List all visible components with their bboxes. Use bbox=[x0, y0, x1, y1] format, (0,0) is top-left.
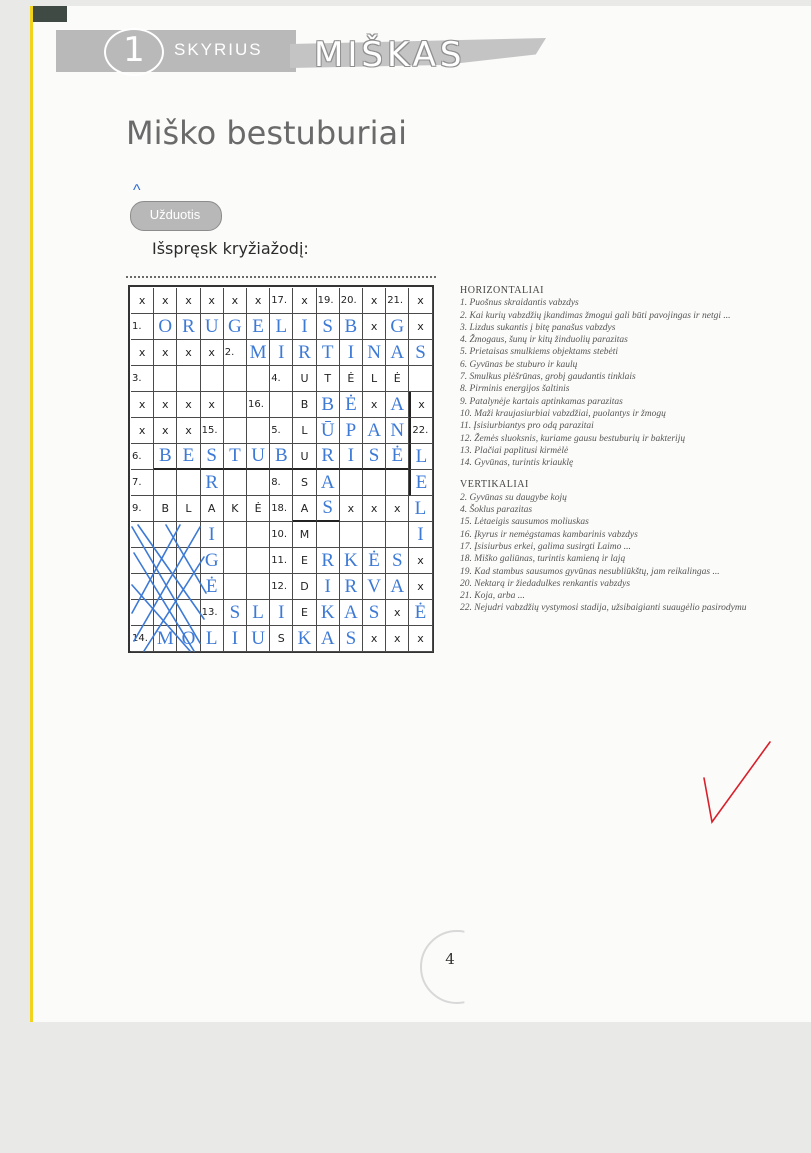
crossword-cell[interactable]: S bbox=[224, 600, 247, 626]
crossword-cell[interactable]: O bbox=[177, 626, 200, 652]
crossword-cell[interactable]: A bbox=[293, 496, 316, 522]
crossword-cell[interactable]: R bbox=[201, 470, 224, 496]
crossword-cell[interactable]: 12. bbox=[270, 574, 293, 600]
crossword-cell[interactable]: M bbox=[154, 626, 177, 652]
crossword-cell[interactable] bbox=[247, 470, 270, 496]
crossword-cell[interactable]: x bbox=[201, 340, 224, 366]
crossword-cell[interactable]: I bbox=[317, 574, 340, 600]
crossword-cell[interactable]: x bbox=[177, 392, 200, 418]
across-clue: 12. Žemės sluoksnis, kuriame gausu bestuburių ir bakterijų bbox=[460, 433, 686, 444]
teacher-check-mark bbox=[702, 740, 774, 826]
crossword-cell[interactable]: S bbox=[340, 626, 363, 652]
chapter-title: MIŠKAS bbox=[314, 35, 466, 75]
crossword-cell[interactable]: L bbox=[177, 496, 200, 522]
crossword-cell[interactable]: B bbox=[317, 392, 340, 418]
crossword-cell[interactable]: 10. bbox=[270, 522, 293, 548]
crossword-cell[interactable]: A bbox=[317, 626, 340, 652]
crossword-cell[interactable]: I bbox=[201, 522, 224, 548]
crossword-cell[interactable]: x bbox=[201, 392, 224, 418]
across-clue: 14. Gyvūnas, turintis kriauklę bbox=[460, 458, 574, 469]
crossword-cell[interactable]: G bbox=[224, 314, 247, 340]
down-clue: 18. Miško galiūnas, turintis kamieną ir lają bbox=[460, 554, 626, 565]
crossword-cell[interactable]: Ū bbox=[317, 418, 340, 444]
task-badge-label: Užduotis bbox=[149, 207, 201, 222]
crossword-cell[interactable]: B bbox=[340, 314, 363, 340]
crossword-cell[interactable] bbox=[247, 366, 270, 392]
crossword-cell[interactable]: 20. bbox=[340, 288, 363, 314]
crossword-cell[interactable]: P bbox=[340, 418, 363, 444]
crossword-cell[interactable]: L bbox=[247, 600, 270, 626]
crossword-cell[interactable]: x bbox=[363, 314, 386, 340]
dotted-divider bbox=[126, 276, 436, 280]
crossword-cell[interactable]: A bbox=[340, 600, 363, 626]
crossword-cell[interactable]: L bbox=[409, 444, 432, 470]
crossword-cell[interactable]: x bbox=[340, 496, 363, 522]
crossword-cell[interactable]: R bbox=[317, 548, 340, 574]
crossword-cell[interactable]: Ė bbox=[386, 444, 409, 470]
across-clue: 13. Plačiai paplitusi kirmėlė bbox=[460, 445, 569, 456]
crossword-cell[interactable]: 15. bbox=[201, 418, 224, 444]
crossword-cell[interactable]: L bbox=[409, 496, 432, 522]
crossword-cell[interactable] bbox=[409, 366, 432, 392]
crossword-cell[interactable]: x bbox=[177, 418, 200, 444]
crossword-cell[interactable]: x bbox=[363, 626, 386, 652]
crossword-cell[interactable] bbox=[224, 366, 247, 392]
across-clue: 2. Kai kurių vabzdžių įkandimas žmogui gali būti pavojingas ir netgi ... bbox=[460, 310, 731, 321]
crossword-cell[interactable] bbox=[224, 418, 247, 444]
crossword-cell[interactable]: x bbox=[409, 548, 432, 574]
handwritten-caret: ^ bbox=[133, 182, 141, 199]
crossword-cell[interactable] bbox=[177, 366, 200, 392]
crossword-cell[interactable]: S bbox=[363, 600, 386, 626]
down-clue: 22. Nejudri vabzdžių vystymosi stadija, užsibaigianti suaugėlio pasirodymu bbox=[460, 603, 747, 614]
crossword-cell[interactable]: 9. bbox=[131, 496, 154, 522]
crossword-cell[interactable]: G bbox=[201, 548, 224, 574]
crossword-cell[interactable]: x bbox=[247, 288, 270, 314]
crossword-cell[interactable]: T bbox=[317, 366, 340, 392]
crossword-cell[interactable]: D bbox=[293, 574, 316, 600]
crossword-cell[interactable]: x bbox=[154, 340, 177, 366]
crossword-cell[interactable]: x bbox=[293, 288, 316, 314]
crossword-cell[interactable]: x bbox=[409, 392, 432, 418]
crossword-cell[interactable]: I bbox=[224, 626, 247, 652]
crossword-cell[interactable]: G bbox=[386, 314, 409, 340]
down-clue: 17. Įsisiurbus erkei, galima susirgti Laimo ... bbox=[460, 541, 631, 552]
down-clue-list bbox=[460, 492, 760, 615]
crossword-cell[interactable]: Ė bbox=[201, 574, 224, 600]
crossword-cell[interactable]: I bbox=[409, 522, 432, 548]
down-clue: 4. Šoklus parazitas bbox=[460, 505, 533, 516]
crossword-cell[interactable] bbox=[340, 470, 363, 496]
crossword-cell[interactable] bbox=[201, 366, 224, 392]
down-clue: 19. Kad stambus sausumos gyvūnas nesubliūkštų, jam reikalingas ... bbox=[460, 566, 720, 577]
crossword-cell[interactable]: 16. bbox=[247, 392, 270, 418]
crossword-cell[interactable]: x bbox=[363, 496, 386, 522]
crossword-cell[interactable]: A bbox=[386, 340, 409, 366]
crossword-cell[interactable]: L bbox=[363, 366, 386, 392]
crossword-cell[interactable]: M bbox=[247, 340, 270, 366]
crossword-cell[interactable]: T bbox=[317, 340, 340, 366]
crossword-cell[interactable]: x bbox=[409, 626, 432, 652]
crossword-cell[interactable]: Ė bbox=[340, 392, 363, 418]
crossword-cell[interactable]: Ė bbox=[363, 548, 386, 574]
crossword-cell[interactable]: K bbox=[224, 496, 247, 522]
crossword-cell[interactable]: 7. bbox=[131, 470, 154, 496]
crossword-cell[interactable]: x bbox=[131, 392, 154, 418]
crossword-cell[interactable]: 17. bbox=[270, 288, 293, 314]
crossword-cell[interactable]: S bbox=[270, 626, 293, 652]
crossword-cell[interactable]: x bbox=[386, 496, 409, 522]
crossword-cell[interactable] bbox=[177, 470, 200, 496]
crossword-cell[interactable]: 14. bbox=[131, 626, 154, 652]
crossword-cell[interactable] bbox=[247, 418, 270, 444]
crossword-cell[interactable]: S bbox=[363, 444, 386, 470]
crossword-cell[interactable]: 8. bbox=[270, 470, 293, 496]
crossword-cell[interactable]: E bbox=[293, 600, 316, 626]
crossword-cell[interactable]: M bbox=[293, 522, 316, 548]
crossword-cell[interactable]: A bbox=[201, 496, 224, 522]
across-clue: 10. Maži kraujasiurbiai vabzdžiai, puolantys ir žmogų bbox=[460, 408, 666, 419]
across-clue: 11. Įsisiurbiantys pro odą parazitai bbox=[460, 421, 594, 432]
across-clue: 4. Žmogaus, šunų ir kitų žinduolių parazitas bbox=[460, 335, 628, 346]
crossword-cell[interactable] bbox=[247, 548, 270, 574]
crossword-cell[interactable]: S bbox=[317, 496, 340, 522]
crossword-cell[interactable]: x bbox=[131, 340, 154, 366]
crossword-cell[interactable]: A bbox=[386, 574, 409, 600]
crossword-cell[interactable]: L bbox=[293, 418, 316, 444]
crossword-cell[interactable]: x bbox=[131, 288, 154, 314]
crossword-cell[interactable]: x bbox=[177, 288, 200, 314]
crossword-cell[interactable]: E bbox=[177, 444, 200, 470]
across-clue: 5. Prietaisas smulkiems objektams stebėti bbox=[460, 347, 619, 358]
across-clue: 1. Puošnus skraidantis vabzdys bbox=[460, 298, 579, 309]
crossword-cell[interactable]: S bbox=[386, 548, 409, 574]
crossword-cell[interactable]: R bbox=[340, 574, 363, 600]
clues-panel bbox=[460, 285, 760, 615]
crossword-cell[interactable]: 3. bbox=[131, 366, 154, 392]
crossword-cell[interactable] bbox=[247, 574, 270, 600]
crossword-cell[interactable]: K bbox=[317, 600, 340, 626]
down-clue: 20. Nektarą ir žiedadulkes renkantis vabzdys bbox=[460, 578, 631, 589]
crossword-cell[interactable] bbox=[224, 522, 247, 548]
crossword-cell[interactable]: I bbox=[340, 340, 363, 366]
across-clue: 6. Gyvūnas be stuburo ir kaulų bbox=[460, 359, 578, 370]
crossword-cell[interactable]: R bbox=[177, 314, 200, 340]
crossword-cell[interactable]: 5. bbox=[270, 418, 293, 444]
crossword-cell[interactable]: K bbox=[293, 626, 316, 652]
across-clue: 7. Smulkus plėšrūnas, grobį gaudantis tinklais bbox=[460, 372, 636, 383]
crossword-cell[interactable] bbox=[154, 366, 177, 392]
crossword-cell[interactable]: I bbox=[270, 600, 293, 626]
crossword-cell[interactable]: 18. bbox=[270, 496, 293, 522]
crossword-cell[interactable]: 19. bbox=[317, 288, 340, 314]
crossword-cell[interactable] bbox=[247, 522, 270, 548]
crossword-cell[interactable]: U bbox=[247, 444, 270, 470]
crossword-cell[interactable]: x bbox=[386, 600, 409, 626]
across-clue: 3. Lizdus sukantis į bitę panašus vabzdys bbox=[460, 322, 616, 333]
crossword-cell[interactable] bbox=[224, 548, 247, 574]
crossword-cell[interactable]: I bbox=[340, 444, 363, 470]
crossword-cell[interactable]: 6. bbox=[131, 444, 154, 470]
crossword-cell[interactable]: Ė bbox=[386, 366, 409, 392]
crossword-cell[interactable]: E bbox=[409, 470, 432, 496]
crossword-cell[interactable]: x bbox=[154, 288, 177, 314]
crossword-cell[interactable]: U bbox=[247, 626, 270, 652]
crossword-cell[interactable]: Ė bbox=[247, 496, 270, 522]
chapter-label: SKYRIUS bbox=[174, 40, 263, 59]
crossword-cell[interactable]: B bbox=[154, 444, 177, 470]
crossword-cell[interactable]: x bbox=[409, 314, 432, 340]
crossword-cell[interactable] bbox=[363, 470, 386, 496]
crossword-cell[interactable]: U bbox=[201, 314, 224, 340]
crossword-cell[interactable]: x bbox=[154, 392, 177, 418]
crossword-cell[interactable]: S bbox=[201, 444, 224, 470]
down-clue: 16. Įkyrus ir nemėgstamas kambarinis vabzdys bbox=[460, 529, 638, 540]
down-clue: 21. Koja, arba ... bbox=[460, 591, 525, 602]
crossword-cell[interactable]: U bbox=[293, 444, 316, 470]
crossword-cell[interactable]: I bbox=[293, 314, 316, 340]
crossword-cell[interactable] bbox=[154, 470, 177, 496]
crossword-cell[interactable]: x bbox=[131, 418, 154, 444]
crossword-cell[interactable]: S bbox=[293, 470, 316, 496]
crossword-cell[interactable]: x bbox=[363, 392, 386, 418]
crossword-cell[interactable]: S bbox=[409, 340, 432, 366]
across-clue: 9. Patalynėje kartais aptinkamas parazitas bbox=[460, 396, 623, 407]
crossword-cell[interactable]: x bbox=[224, 288, 247, 314]
crossword-cell[interactable]: E bbox=[293, 548, 316, 574]
crossword-cell[interactable]: x bbox=[409, 288, 432, 314]
crossword-cell[interactable]: L bbox=[270, 314, 293, 340]
crossword-cell[interactable]: A bbox=[363, 418, 386, 444]
crossword-cell[interactable] bbox=[386, 522, 409, 548]
crossword-cell[interactable]: E bbox=[247, 314, 270, 340]
crossword-cell[interactable]: R bbox=[317, 444, 340, 470]
crossword-cell[interactable]: 21. bbox=[386, 288, 409, 314]
page-corner-mark bbox=[33, 6, 67, 22]
crossword-cell[interactable]: N bbox=[386, 418, 409, 444]
crossword-cell[interactable] bbox=[224, 574, 247, 600]
crossword-cell[interactable]: 1. bbox=[131, 314, 154, 340]
crossword-cell[interactable]: K bbox=[340, 548, 363, 574]
crossword-cell[interactable]: x bbox=[409, 574, 432, 600]
crossword-cell[interactable]: S bbox=[317, 314, 340, 340]
crossword-cell[interactable]: 4. bbox=[270, 366, 293, 392]
across-clue: 8. Pirminis energijos šaltinis bbox=[460, 384, 570, 395]
crossword-cell[interactable]: V bbox=[363, 574, 386, 600]
crossword-cell[interactable]: N bbox=[363, 340, 386, 366]
crossword-cell[interactable]: B bbox=[270, 444, 293, 470]
crossword-cell[interactable]: x bbox=[386, 626, 409, 652]
crossword-cell[interactable]: L bbox=[201, 626, 224, 652]
crossword-cell[interactable]: x bbox=[177, 340, 200, 366]
crossword-cell[interactable]: 13. bbox=[201, 600, 224, 626]
crossword-cell[interactable] bbox=[317, 522, 340, 548]
crossword-cell[interactable]: A bbox=[386, 392, 409, 418]
crossword-cell[interactable]: A bbox=[317, 470, 340, 496]
crossword-cell[interactable]: U bbox=[293, 366, 316, 392]
crossword-cell[interactable]: x bbox=[363, 288, 386, 314]
page-number: 4 bbox=[445, 950, 455, 968]
across-heading: HORIZONTALIAI bbox=[460, 285, 545, 296]
crossword-cell[interactable]: 2. bbox=[224, 340, 247, 366]
down-clue: 15. Lėtaeigis sausumos moliuskas bbox=[460, 517, 589, 528]
crossword-cell[interactable]: T bbox=[224, 444, 247, 470]
crossword-cell[interactable]: x bbox=[201, 288, 224, 314]
page-title: Miško bestuburiai bbox=[126, 114, 407, 152]
across-clue-list bbox=[460, 297, 760, 469]
crossword-cell[interactable]: B bbox=[154, 496, 177, 522]
crossword-cell[interactable] bbox=[224, 392, 247, 418]
crossword-cell[interactable]: O bbox=[154, 314, 177, 340]
crossword-cell[interactable] bbox=[363, 522, 386, 548]
task-instruction: Išspręsk kryžiažodį: bbox=[152, 239, 309, 258]
crossword-cell[interactable]: Ė bbox=[340, 366, 363, 392]
crossed-out-area-scribble bbox=[130, 523, 208, 653]
crossword-cell[interactable]: 22. bbox=[409, 418, 432, 444]
crossword-cell[interactable] bbox=[224, 470, 247, 496]
crossword-cell[interactable]: 11. bbox=[270, 548, 293, 574]
crossword-cell[interactable]: B bbox=[293, 392, 316, 418]
crossword-cell[interactable] bbox=[386, 470, 409, 496]
crossword-cell[interactable]: I bbox=[270, 340, 293, 366]
chapter-number: 1 bbox=[123, 30, 145, 70]
crossword-cell[interactable]: R bbox=[293, 340, 316, 366]
crossword-cell[interactable] bbox=[340, 522, 363, 548]
down-clue: 2. Gyvūnas su daugybe kojų bbox=[460, 492, 567, 503]
crossword-cell[interactable]: x bbox=[154, 418, 177, 444]
crossword-cell[interactable]: Ė bbox=[409, 600, 432, 626]
crossword-cell[interactable] bbox=[270, 392, 293, 418]
down-heading: VERTIKALIAI bbox=[460, 479, 529, 491]
